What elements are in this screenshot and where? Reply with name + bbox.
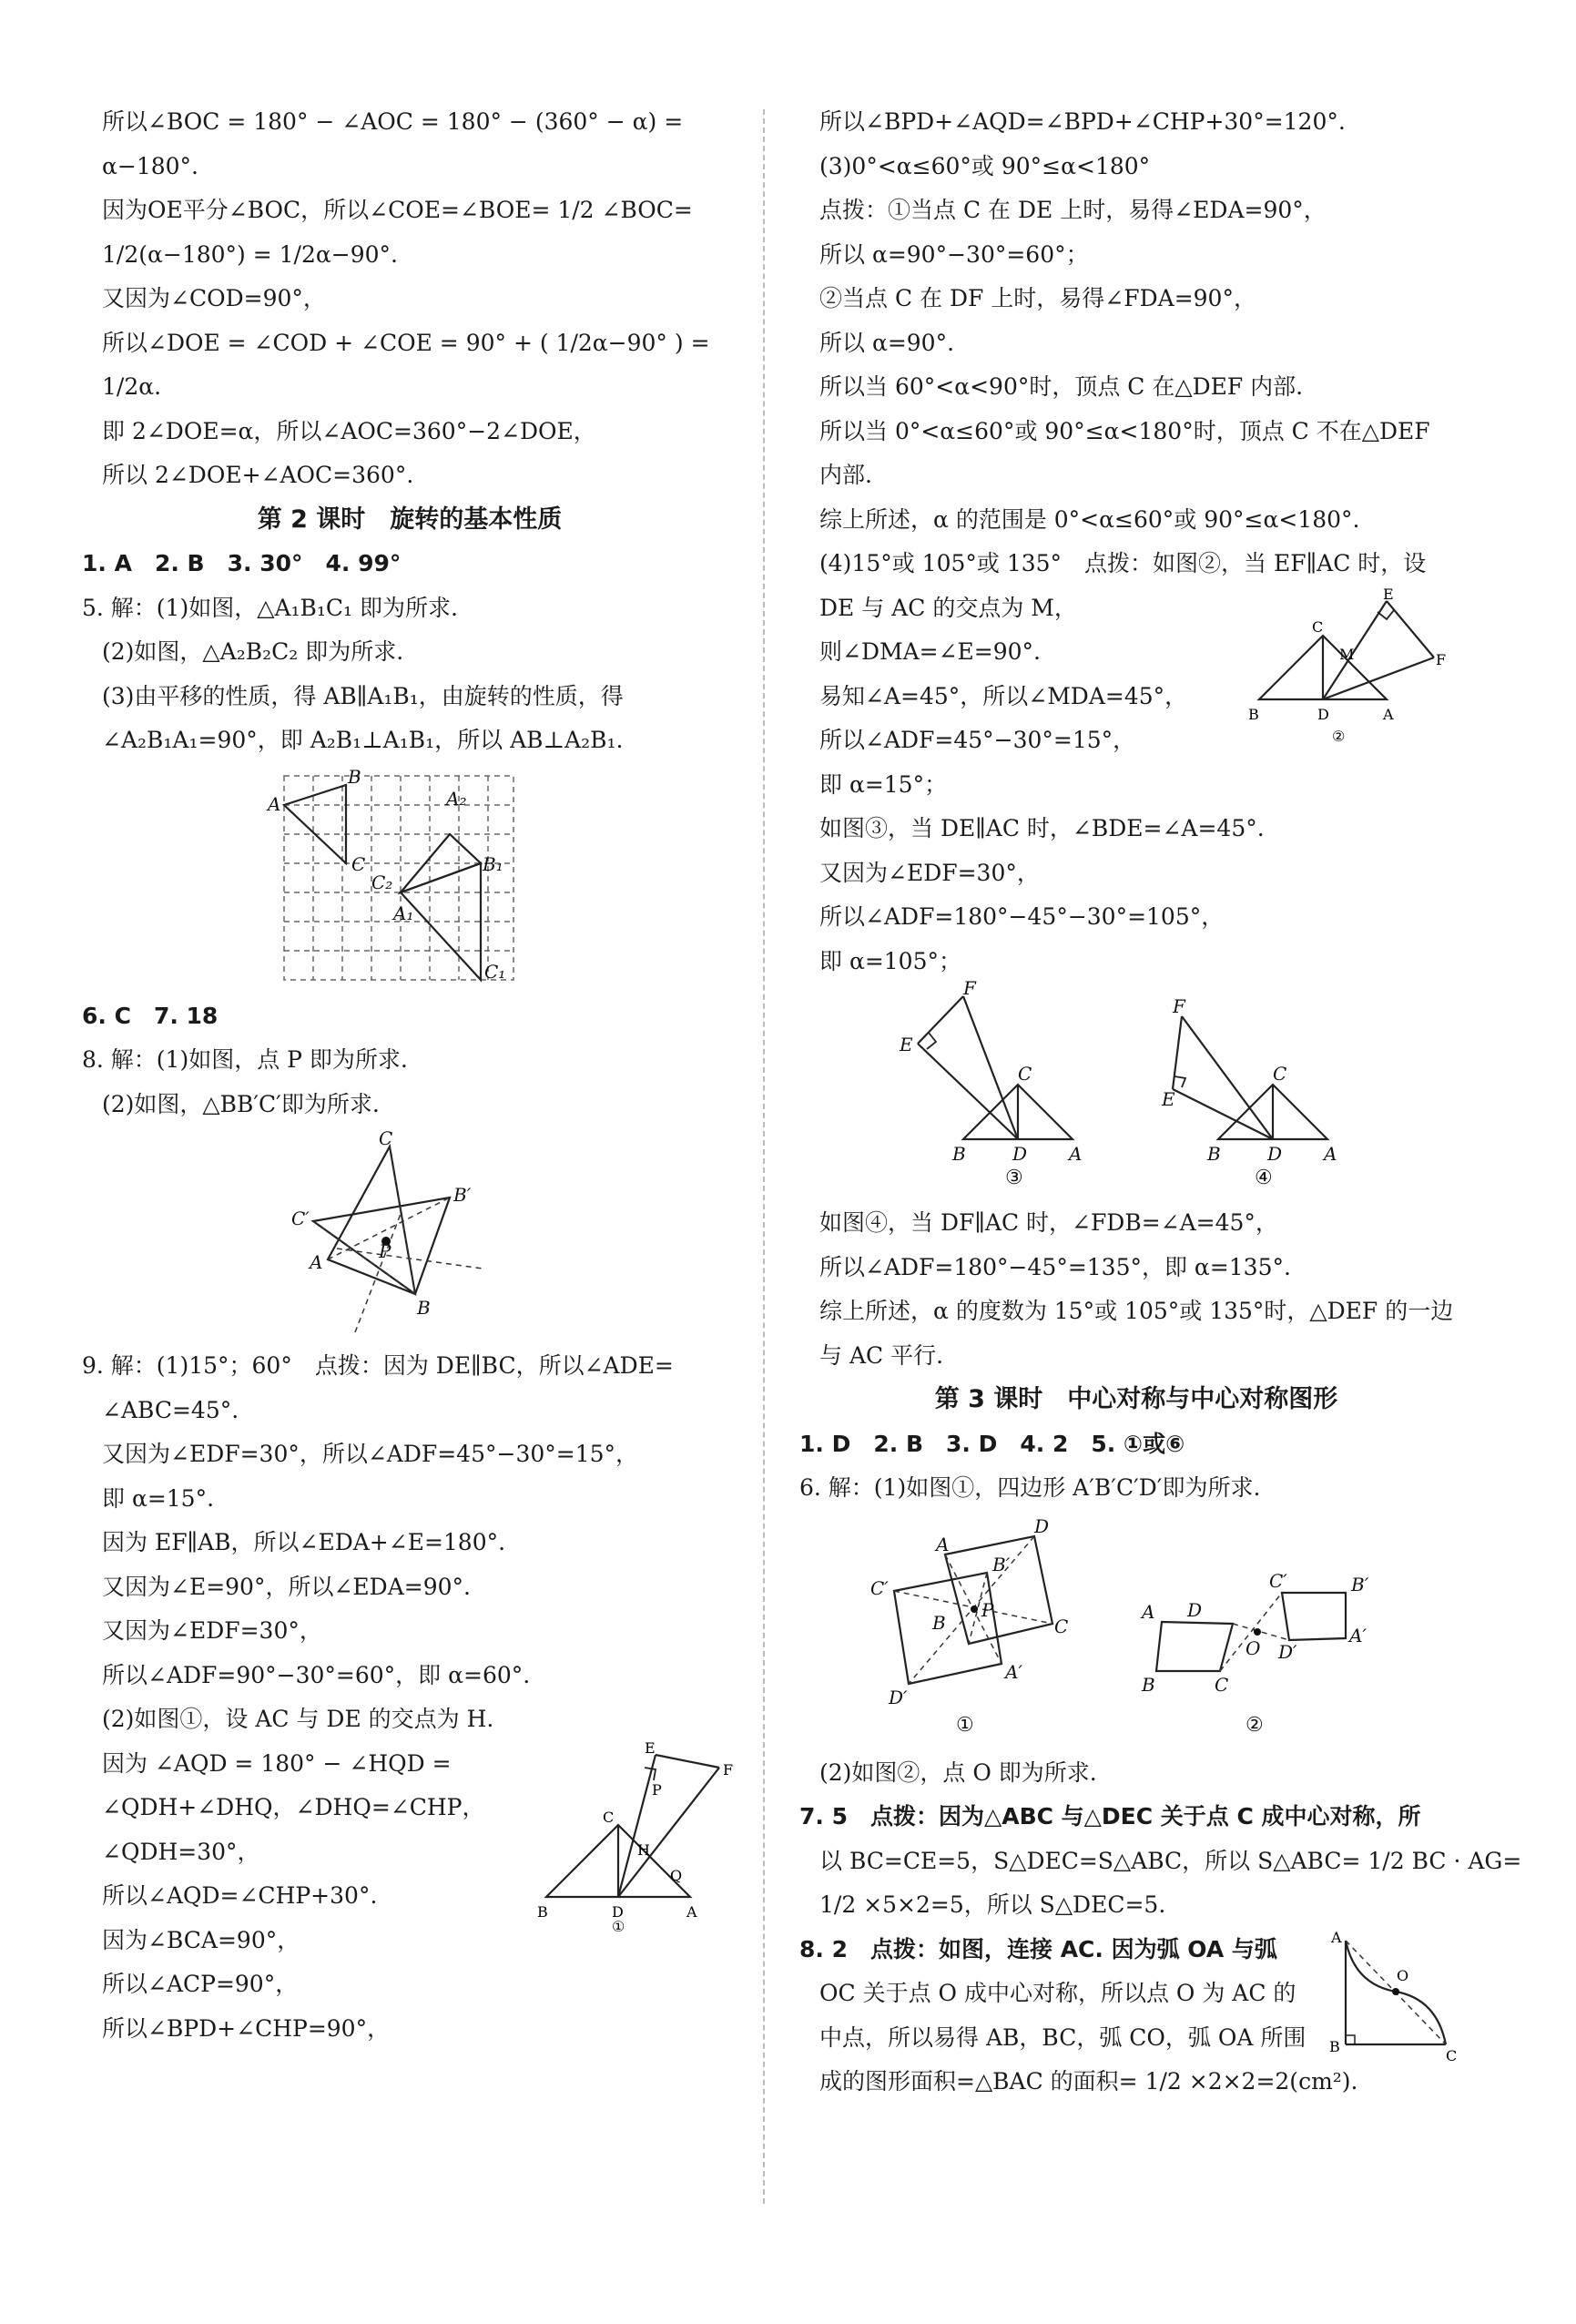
label-C: C (1273, 1063, 1287, 1085)
label-D-prime: D′ (889, 1686, 908, 1708)
text-line: 所以当 0°<α≤60°或 90°≤α<180°时，顶点 C 不在△DEF (819, 417, 1430, 444)
figure-q9-3-4 (799, 977, 1473, 1194)
text-line: 所以∠BPD+∠AQD=∠BPD+∠CHP+30°=120°. (819, 108, 1346, 135)
figure-number: ④ (1255, 1167, 1273, 1189)
q9-part2-block (82, 1738, 737, 2052)
label-P: P (652, 1780, 662, 1799)
answer-line: ∠QDH=30°， (102, 1838, 260, 1865)
text-line: 如图④，当 DF∥AC 时，∠FDB=∠A=45°， (819, 1209, 1278, 1236)
label-C-prime: C′ (291, 1208, 310, 1229)
label-A-prime: A′ (1005, 1660, 1022, 1683)
label-O: O (1246, 1636, 1261, 1659)
label-A: A (1142, 1600, 1155, 1623)
figure-q6-central-symmetry (799, 1516, 1473, 1744)
answer-line: 所以∠BPD+∠CHP=90°， (102, 2014, 391, 2042)
label-B: B (348, 765, 361, 788)
label-C: C (1054, 1615, 1069, 1637)
label-C: C (1312, 617, 1324, 636)
text-line: 所以∠DOE = ∠COD + ∠COE = 90° + ( 1/2α−90° ) = (102, 329, 710, 356)
label-B-prime: B′ (453, 1184, 472, 1206)
label-H: H (637, 1840, 650, 1859)
text-line: 1/2(α−180°) = 1/2α−90°. (102, 240, 398, 268)
text-line: ②当点 C 在 DF 上时，易得∠FDA=90°， (819, 285, 1256, 311)
answer-line: 因为 ∠AQD = 180° − ∠HQD = (102, 1749, 452, 1777)
label-M: M (1339, 645, 1355, 663)
answer-line: ∠ABC=45°. (102, 1396, 239, 1423)
label-E: E (900, 1034, 913, 1055)
text-line: 内部. (819, 462, 872, 488)
text-line: 所以∠BOC = 180° − ∠AOC = 180° − (360° − α) = (102, 108, 684, 135)
label-D: D (1012, 1143, 1028, 1165)
label-A: A (686, 1902, 697, 1921)
label-D-prime: D′ (1278, 1640, 1297, 1663)
answer-line: (2)如图，△A₂B₂C₂ 即为所求. (102, 638, 404, 665)
label-B: B (1142, 1673, 1155, 1696)
label-A1: A₁ (393, 902, 414, 924)
label-B: B (932, 1611, 946, 1634)
text-line: 即 α=15°； (819, 770, 948, 798)
text-line: 则∠DMA=∠E=90°. (819, 638, 1041, 665)
text-line: DE 与 AC 的交点为 M， (819, 594, 1077, 621)
answer-line: ∠QDH+∠DHQ，∠DHQ=∠CHP， (102, 1794, 485, 1820)
text-line: 1/2α. (102, 373, 162, 400)
answer-line: 5. 解：(1)如图，△A₁B₁C₁ 即为所求. (82, 594, 458, 621)
label-B: B (952, 1143, 966, 1165)
label-A-prime: A′ (1349, 1624, 1367, 1646)
answer-line: 8. 2 点拨：如图，连接 AC. 因为弧 OA 与弧 (799, 1935, 1277, 1962)
label-A: A (268, 792, 281, 815)
text-line: (3)0°<α≤60°或 90°≤α<180° (819, 152, 1151, 179)
label-B: B (537, 1902, 548, 1921)
label-F: F (1436, 650, 1447, 668)
label-B-prime: B′ (1351, 1573, 1369, 1595)
answer-line: 即 α=15°. (102, 1484, 215, 1512)
label-F: F (723, 1760, 734, 1779)
text-line: 即 2∠DOE=α，所以∠AOC=360°−2∠DOE， (102, 417, 596, 444)
text-line: 所以 α=90°−30°=60°； (819, 240, 1089, 268)
answer-line: 6. 解：(1)如图①，四边形 A′B′C′D′即为所求. (799, 1474, 1261, 1501)
text-line: 易知∠A=45°，所以∠MDA=45°， (819, 682, 1188, 709)
label-F: F (1173, 995, 1185, 1017)
text-line: (4)15°或 105°或 135° 点拨：如图②，当 EF∥AC 时，设 (819, 550, 1427, 576)
text-line: 如图③，当 DE∥AC 时，∠BDE=∠A=45°. (819, 815, 1265, 841)
answer-line: (2)如图②，点 O 即为所求. (819, 1758, 1097, 1786)
answer-line: 因为∠BCA=90°， (102, 1926, 300, 1953)
label-C2: C₂ (371, 871, 393, 893)
answer-line: 以 BC=CE=5，S△DEC=S△ABC，所以 S△ABC= 1/2 BC · AG= (819, 1847, 1522, 1874)
label-O: O (1397, 1966, 1409, 1984)
label-P: P (379, 1240, 391, 1262)
label-Q: Q (670, 1866, 683, 1884)
label-C: C (379, 1127, 393, 1149)
answer-line: 所以∠AQD=∠CHP+30°. (102, 1882, 378, 1909)
text-line: 与 AC 平行. (819, 1341, 944, 1369)
figure-number: ② (1332, 727, 1346, 745)
answer-line: 1. A 2. B 3. 30° 4. 99° (82, 550, 402, 576)
label-D: D (1034, 1514, 1050, 1537)
label-B: B (1248, 705, 1259, 723)
answer-line: 又因为∠EDF=30°， (102, 1617, 322, 1644)
label-E: E (1383, 585, 1394, 603)
q9-part4-block (799, 586, 1473, 808)
label-B: B (1207, 1143, 1221, 1165)
label-C: C (1215, 1673, 1229, 1696)
label-B: B (1329, 2037, 1340, 2055)
figure-q8-rotation (82, 1127, 737, 1337)
text-line: 即 α=105°； (819, 947, 961, 974)
label-C: C (603, 1808, 615, 1826)
answer-line: (2)如图①，设 AC 与 DE 的交点为 H. (102, 1706, 494, 1732)
figure-q9-2 (1241, 586, 1459, 754)
figure-q9-1 (537, 1738, 737, 1937)
answer-line: ∠A₂B₁A₁=90°，即 A₂B₁⊥A₁B₁，所以 AB⊥A₂B₁. (102, 727, 624, 753)
label-B: B (417, 1297, 431, 1319)
label-C1: C₁ (484, 960, 506, 983)
answer-line: 所以∠ADF=90°−30°=60°，即 α=60°. (102, 1661, 531, 1688)
label-D: D (1267, 1143, 1283, 1165)
label-A: A (1069, 1143, 1083, 1165)
label-F: F (963, 977, 976, 999)
text-line: 所以当 60°<α<90°时，顶点 C 在△DEF 内部. (819, 373, 1304, 400)
text-line: 综上所述，α 的度数为 15°或 105°或 135°时，△DEF 的一边 (819, 1298, 1454, 1324)
label-A: A (936, 1533, 950, 1555)
text-line: 所以 2∠DOE+∠AOC=360°. (102, 462, 414, 488)
label-A2: A₂ (446, 787, 467, 810)
label-B1: B₁ (483, 852, 503, 875)
answer-line: 又因为∠E=90°，所以∠EDA=90°. (102, 1573, 471, 1600)
answer-line: 所以∠ACP=90°， (102, 1971, 299, 1997)
figure-q8-arcs (1318, 1928, 1458, 2068)
text-line: 点拨：①当点 C 在 DE 上时，易得∠EDA=90°， (819, 197, 1327, 223)
text-line: 又因为∠COD=90°， (102, 285, 326, 311)
text-line: 所以∠ADF=180°−45°−30°=105°， (819, 903, 1225, 930)
figure-number: ① (612, 1917, 625, 1935)
figure-number: ② (1246, 1713, 1264, 1737)
label-E: E (645, 1738, 656, 1757)
label-A: A (1331, 1928, 1342, 1946)
text-line: 所以 α=90°. (819, 329, 955, 356)
text-line: 所以∠ADF=45°−30°=15°， (819, 727, 1136, 753)
answer-line: 又因为∠EDF=30°，所以∠ADF=45°−30°=15°， (102, 1441, 639, 1467)
label-C-prime: C′ (870, 1576, 889, 1599)
column-divider (763, 109, 765, 2204)
answer-line: (2)如图，△BB′C′即为所求. (102, 1090, 380, 1117)
figure-number: ③ (1005, 1167, 1023, 1189)
answer-line: OC 关于点 O 成中心对称，所以点 O 为 AC 的 (819, 1980, 1296, 2006)
label-E: E (1162, 1088, 1175, 1110)
label-D: D (1317, 705, 1329, 723)
label-A: A (1383, 705, 1394, 723)
answer-line: 因为 EF∥AB，所以∠EDA+∠E=180°. (102, 1529, 506, 1555)
label-D: D (1187, 1598, 1203, 1621)
label-C: C (1446, 2046, 1458, 2064)
label-A: A (1324, 1143, 1337, 1165)
answer-line: 1/2 ×5×2=5，所以 S△DEC=5. (819, 1891, 1166, 1918)
text-line: 综上所述，α 的范围是 0°<α≤60°或 90°≤α<180°. (819, 505, 1360, 533)
answer-line: 成的图形面积=△BAC 的面积= 1/2 ×2×2=2(cm²). (819, 2068, 1358, 2095)
label-C: C (351, 852, 366, 875)
text-line: α−180°. (102, 152, 198, 179)
label-A: A (310, 1251, 323, 1273)
text-line: 因为OE平分∠BOC，所以∠COE=∠BOE= 1/2 ∠BOC= (102, 197, 693, 223)
label-P: P (981, 1598, 994, 1621)
section-title-lesson3: 第 3 课时 中心对称与中心对称图形 (934, 1385, 1338, 1413)
text-line: 所以∠ADF=180°−45°=135°，即 α=135°. (819, 1253, 1291, 1280)
label-C: C (1018, 1063, 1032, 1085)
label-D: D (612, 1902, 624, 1921)
q8-block (799, 1928, 1473, 2105)
answer-line: 6. C 7. 18 (82, 1002, 219, 1029)
right-column (799, 100, 1522, 2105)
answer-line: 9. 解：(1)15°；60° 点拨：因为 DE∥BC，所以∠ADE= (82, 1352, 674, 1379)
text-line: 又因为∠EDF=30°， (819, 859, 1040, 886)
section-title-lesson2: 第 2 课时 旋转的基本性质 (257, 505, 563, 534)
label-C-prime: C′ (1269, 1569, 1287, 1592)
answer-line: 8. 解：(1)如图，点 P 即为所求. (82, 1046, 408, 1073)
answer-line: (3)由平移的性质，得 AB∥A₁B₁，由旋转的性质，得 (102, 682, 624, 709)
left-column (82, 100, 737, 2051)
answer-line: 中点，所以易得 AB，BC，弧 CO，弧 OA 所围 (819, 2023, 1307, 2051)
figure-q5-grid (82, 765, 737, 987)
figure-number: ① (956, 1713, 974, 1737)
answer-line: 7. 5 点拨：因为△ABC 与△DEC 关于点 C 成中心对称，所 (799, 1803, 1421, 1830)
label-B-prime: B′ (992, 1553, 1011, 1575)
answer-line: 1. D 2. B 3. D 4. 2 5. ①或⑥ (799, 1430, 1185, 1457)
